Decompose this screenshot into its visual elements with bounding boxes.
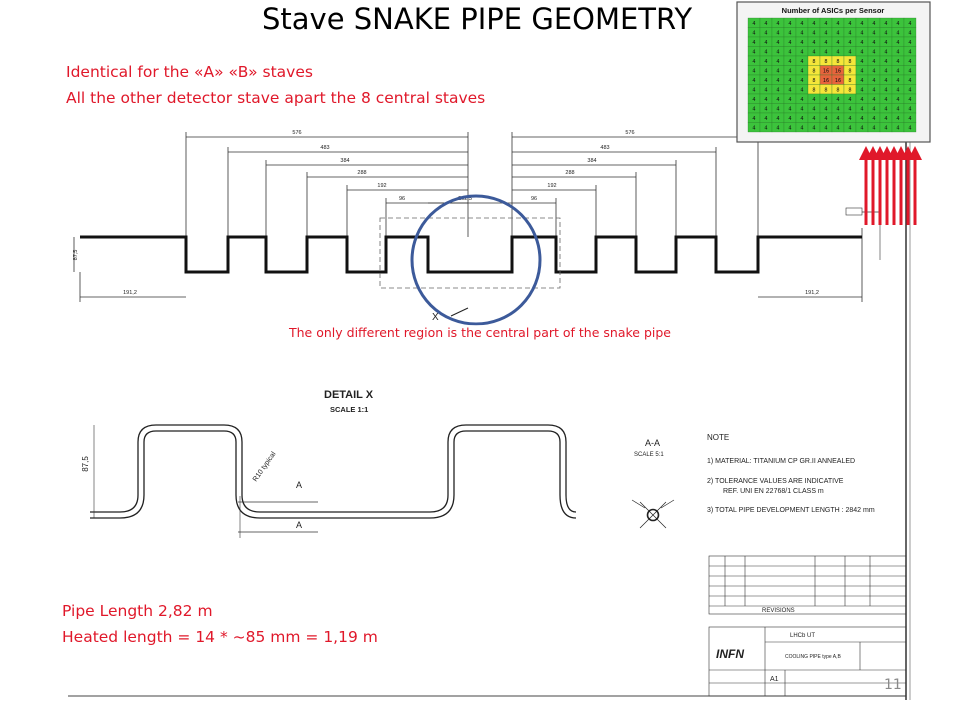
- asic-cell-value: 8: [812, 87, 816, 94]
- asic-cell-value: 4: [824, 125, 828, 132]
- page-number: 11: [884, 677, 902, 693]
- asic-cell-value: 4: [860, 78, 864, 84]
- asic-cell-value: 4: [836, 125, 840, 132]
- detail-radius: R10 typical: [251, 450, 278, 484]
- asic-cell-value: 4: [908, 59, 912, 65]
- format-label: A1: [770, 676, 779, 683]
- asic-cell-value: 4: [848, 116, 852, 122]
- asic-cell-value: 16: [822, 68, 830, 75]
- asic-cell-value: 4: [872, 106, 876, 113]
- asic-cell-value: 4: [788, 87, 792, 94]
- asic-cell-value: 4: [824, 106, 828, 113]
- asic-cell-value: 4: [800, 106, 804, 113]
- asic-cell-value: 4: [908, 68, 912, 75]
- asic-cell-value: 4: [812, 30, 816, 37]
- asic-cell-value: 4: [884, 21, 888, 27]
- asic-cell-value: 4: [812, 40, 816, 46]
- asic-cell-value: 4: [872, 30, 876, 37]
- asic-cell-value: 4: [776, 106, 780, 113]
- dim-left-483: 483: [320, 145, 330, 151]
- note-3: 3) TOTAL PIPE DEVELOPMENT LENGTH : 2842 mm: [707, 507, 875, 514]
- asic-cell-value: 4: [788, 40, 792, 46]
- asic-cell-value: 4: [800, 68, 804, 75]
- section-scale: SCALE 5:1: [634, 452, 664, 458]
- center-note: The only different region is the central part of the snake pipe: [289, 325, 671, 340]
- asic-cell-value: 4: [800, 21, 804, 27]
- asic-cell-value: 4: [860, 68, 864, 75]
- asic-cell-value: 8: [848, 87, 852, 94]
- asic-cell-value: 4: [752, 116, 756, 122]
- asic-cell-value: 4: [896, 116, 900, 122]
- asic-cell-value: 4: [860, 59, 864, 65]
- asic-cell-value: 4: [872, 21, 876, 27]
- note-2b: REF. UNI EN 22768/1 CLASS m: [723, 488, 824, 495]
- asic-cell-value: 4: [884, 49, 888, 56]
- asic-cell-value: 4: [812, 21, 816, 27]
- snake-pipe-profile: [80, 237, 862, 272]
- dim-center: 202,5: [458, 196, 472, 202]
- asic-cell-value: 4: [896, 30, 900, 37]
- asic-cell-value: 4: [884, 125, 888, 132]
- asic-cell-value: 4: [848, 30, 852, 37]
- section-marker-bottom: A: [296, 520, 303, 530]
- infn-logo: INFN: [716, 647, 744, 661]
- asic-cell-value: 4: [752, 40, 756, 46]
- asic-cell-value: 4: [788, 59, 792, 65]
- dim-right-96: 96: [530, 196, 538, 202]
- asic-cell-value: 4: [764, 40, 768, 46]
- asic-cell-value: 4: [860, 125, 864, 132]
- dim-left-576: 576: [292, 130, 302, 136]
- section-title: A-A: [645, 438, 661, 448]
- asic-cell-value: 4: [788, 116, 792, 122]
- asic-cell-value: 4: [896, 21, 900, 27]
- asic-cell-value: 4: [800, 40, 804, 46]
- asic-cell-value: 4: [752, 30, 756, 37]
- section-aa-view: [632, 500, 674, 528]
- dim-right-483: 483: [600, 145, 610, 151]
- asic-cell-value: 4: [800, 87, 804, 94]
- asic-cell-value: 4: [860, 116, 864, 122]
- asic-cell-value: 4: [908, 97, 912, 103]
- asic-cell-value: 4: [752, 106, 756, 113]
- section-marker-top: A: [296, 480, 303, 490]
- asic-cell-value: 4: [848, 21, 852, 27]
- asic-cell-value: 4: [752, 97, 756, 103]
- asic-cell-value: 4: [752, 87, 756, 94]
- asic-cell-value: 4: [788, 97, 792, 103]
- dim-end-left: 191,2: [123, 290, 137, 296]
- asic-cell-value: 4: [848, 40, 852, 46]
- marker-x: X: [432, 312, 439, 323]
- asic-cell-value: 4: [884, 116, 888, 122]
- asic-cell-value: 16: [834, 78, 842, 84]
- asic-cell-value: 4: [896, 106, 900, 113]
- revisions-label: REVISIONS: [762, 608, 795, 614]
- asic-cell-value: 4: [872, 68, 876, 75]
- asic-cell-value: 4: [896, 49, 900, 56]
- asic-cell-value: 4: [824, 97, 828, 103]
- asic-cell-value: 4: [836, 40, 840, 46]
- asic-cell-value: 4: [872, 49, 876, 56]
- asic-cell-value: 4: [836, 49, 840, 56]
- asic-cell-value: 4: [884, 78, 888, 84]
- asic-cell-value: 4: [908, 49, 912, 56]
- asic-cell-value: 4: [824, 40, 828, 46]
- detail-scale: SCALE 1:1: [330, 405, 369, 414]
- dim-end-right: 191,2: [805, 290, 819, 296]
- asic-cell-value: 4: [764, 116, 768, 122]
- asic-cell-value: 4: [896, 87, 900, 94]
- asic-cell-value: 4: [872, 59, 876, 65]
- pipe-length: Pipe Length 2,82 m: [62, 602, 213, 620]
- asic-cell-value: 4: [752, 125, 756, 132]
- asic-cell-value: 4: [776, 78, 780, 84]
- slide-title: Stave SNAKE PIPE GEOMETRY: [262, 2, 693, 36]
- asic-cell-value: 4: [776, 49, 780, 56]
- asic-cell-value: 4: [800, 116, 804, 122]
- asic-cell-value: 4: [776, 87, 780, 94]
- asic-cell-value: 16: [834, 68, 842, 75]
- asic-cell-value: 4: [824, 49, 828, 56]
- asic-cell-value: 4: [860, 106, 864, 113]
- note-title: NOTE: [707, 433, 730, 442]
- asic-cell-value: 4: [764, 125, 768, 132]
- asic-cell-value: 4: [908, 21, 912, 27]
- asic-cell-value: 4: [788, 125, 792, 132]
- asic-cell-value: 4: [884, 97, 888, 103]
- asic-cell-value: 4: [764, 97, 768, 103]
- asic-cell-value: 4: [764, 30, 768, 37]
- detail-title: DETAIL X: [324, 389, 374, 401]
- asic-cell-value: 4: [776, 21, 780, 27]
- part-label: COOLING PIPE type A,B: [785, 654, 841, 660]
- note-1: 1) MATERIAL: TITANIUM CP GR.II ANNEALED: [707, 458, 856, 465]
- asic-cell-value: 4: [788, 106, 792, 113]
- asic-cell-value: 8: [824, 87, 828, 94]
- asic-cell-value: 4: [860, 40, 864, 46]
- asic-cell-value: 4: [764, 59, 768, 65]
- asic-cell-value: 4: [896, 68, 900, 75]
- asic-cell-value: 4: [872, 125, 876, 132]
- asic-cell-value: 4: [776, 116, 780, 122]
- asic-grid: [748, 18, 916, 132]
- asic-cell-value: 4: [872, 116, 876, 122]
- asic-cell-value: 4: [800, 125, 804, 132]
- asic-cell-value: 4: [884, 59, 888, 65]
- asic-cell-value: 4: [848, 97, 852, 103]
- asic-cell-value: 4: [776, 40, 780, 46]
- asic-cell-value: 4: [788, 68, 792, 75]
- asic-cell-value: 4: [860, 21, 864, 27]
- asic-cell-value: 4: [764, 106, 768, 113]
- asic-cell-value: 4: [908, 125, 912, 132]
- asic-cell-value: 4: [812, 125, 816, 132]
- asic-cell-value: 4: [812, 106, 816, 113]
- asic-cell-value: 4: [812, 116, 816, 122]
- asic-cell-value: 4: [836, 116, 840, 122]
- asic-cell-value: 4: [848, 49, 852, 56]
- asic-cell-value: 4: [836, 106, 840, 113]
- detail-height: 87,5: [81, 456, 90, 472]
- asic-cell-value: 16: [822, 78, 830, 84]
- asic-cell-value: 4: [836, 21, 840, 27]
- asic-cell-value: 4: [800, 97, 804, 103]
- red-arrows: [859, 146, 922, 225]
- asic-cell-value: 4: [872, 40, 876, 46]
- asic-cell-value: 4: [848, 106, 852, 113]
- asic-cell-value: 4: [824, 30, 828, 37]
- asic-cell-value: 4: [764, 21, 768, 27]
- asic-cell-value: 4: [896, 59, 900, 65]
- asic-cell-value: 4: [788, 78, 792, 84]
- asic-cell-value: 8: [812, 78, 816, 84]
- asic-cell-value: 4: [764, 87, 768, 94]
- asic-cell-value: 4: [896, 125, 900, 132]
- asic-cell-value: 4: [884, 40, 888, 46]
- asic-cell-value: 4: [908, 116, 912, 122]
- dim-right-192: 192: [547, 183, 557, 189]
- asic-cell-value: 8: [812, 68, 816, 75]
- note-2a: 2) TOLERANCE VALUES ARE INDICATIVE: [707, 478, 844, 485]
- asic-cell-value: 4: [812, 97, 816, 103]
- asic-cell-value: 4: [764, 49, 768, 56]
- subtitle-line-2: All the other detector stave apart the 8 central staves: [66, 89, 486, 107]
- detail-pipe-profile: [90, 425, 576, 518]
- revisions-table: [709, 556, 906, 614]
- asic-cell-value: 4: [860, 49, 864, 56]
- asic-cell-value: 8: [848, 59, 852, 65]
- dim-right-384: 384: [587, 158, 597, 164]
- asic-cell-value: 4: [800, 49, 804, 56]
- asic-map-title: Number of ASICs per Sensor: [781, 6, 885, 15]
- asic-cell-value: 4: [848, 125, 852, 132]
- asic-cell-value: 8: [836, 87, 840, 94]
- asic-cell-value: 4: [908, 78, 912, 84]
- subtitle-line-1: Identical for the «A» «B» staves: [66, 63, 313, 81]
- asic-cell-value: 4: [752, 78, 756, 84]
- asic-cell-value: 8: [836, 59, 840, 65]
- asic-cell-value: 4: [908, 87, 912, 94]
- asic-cell-value: 4: [776, 68, 780, 75]
- asic-cell-value: 4: [788, 21, 792, 27]
- asic-cell-value: 4: [896, 97, 900, 103]
- asic-cell-value: 4: [752, 59, 756, 65]
- asic-cell-value: 4: [764, 68, 768, 75]
- dim-left-384: 384: [340, 158, 350, 164]
- asic-cell-value: 4: [776, 97, 780, 103]
- asic-cell-value: 4: [824, 116, 828, 122]
- asic-cell-value: 4: [776, 30, 780, 37]
- asic-cell-value: 4: [908, 40, 912, 46]
- dim-left-192: 192: [377, 183, 387, 189]
- asic-cell-value: 4: [800, 30, 804, 37]
- asic-cell-value: 4: [908, 30, 912, 37]
- asic-cell-value: 4: [836, 97, 840, 103]
- highlight-circle: [412, 196, 540, 324]
- asic-cell-value: 8: [812, 59, 816, 65]
- asic-cell-value: 4: [800, 78, 804, 84]
- asic-cell-value: 4: [788, 49, 792, 56]
- asic-cell-value: 8: [824, 59, 828, 65]
- asic-cell-value: 4: [788, 30, 792, 37]
- project-label: LHCb UT: [790, 633, 816, 639]
- asic-cell-value: 4: [752, 68, 756, 75]
- asic-cell-value: 4: [884, 30, 888, 37]
- asic-cell-value: 4: [908, 106, 912, 113]
- asic-cell-value: 4: [860, 87, 864, 94]
- dim-right-576: 576: [625, 130, 635, 136]
- asic-cell-value: 4: [872, 87, 876, 94]
- dim-left-288: 288: [357, 170, 367, 176]
- asic-cell-value: 8: [848, 78, 852, 84]
- asic-cell-value: 4: [752, 49, 756, 56]
- asic-cell-value: 4: [752, 21, 756, 27]
- asic-cell-value: 4: [836, 30, 840, 37]
- dim-height: 87,5: [73, 249, 79, 261]
- asic-cell-value: 4: [776, 59, 780, 65]
- asic-cell-value: 4: [776, 125, 780, 132]
- asic-cell-value: 4: [896, 40, 900, 46]
- asic-cell-value: 4: [812, 49, 816, 56]
- asic-cell-value: 4: [896, 78, 900, 84]
- dim-right-288: 288: [565, 170, 575, 176]
- asic-cell-value: 4: [884, 68, 888, 75]
- dim-left-96: 96: [398, 196, 406, 202]
- asic-cell-value: 4: [884, 106, 888, 113]
- asic-cell-value: 4: [824, 21, 828, 27]
- asic-cell-value: 4: [884, 87, 888, 94]
- top-dimensions: [74, 132, 862, 302]
- asic-cell-value: 4: [764, 78, 768, 84]
- asic-cell-value: 4: [860, 30, 864, 37]
- asic-cell-value: 4: [800, 59, 804, 65]
- heated-length: Heated length = 14 * ~85 mm = 1,19 m: [62, 628, 378, 646]
- asic-cell-value: 8: [848, 68, 852, 75]
- asic-cell-value: 4: [872, 97, 876, 103]
- asic-map: [737, 2, 930, 142]
- asic-cell-value: 4: [860, 97, 864, 103]
- asic-cell-value: 4: [872, 78, 876, 84]
